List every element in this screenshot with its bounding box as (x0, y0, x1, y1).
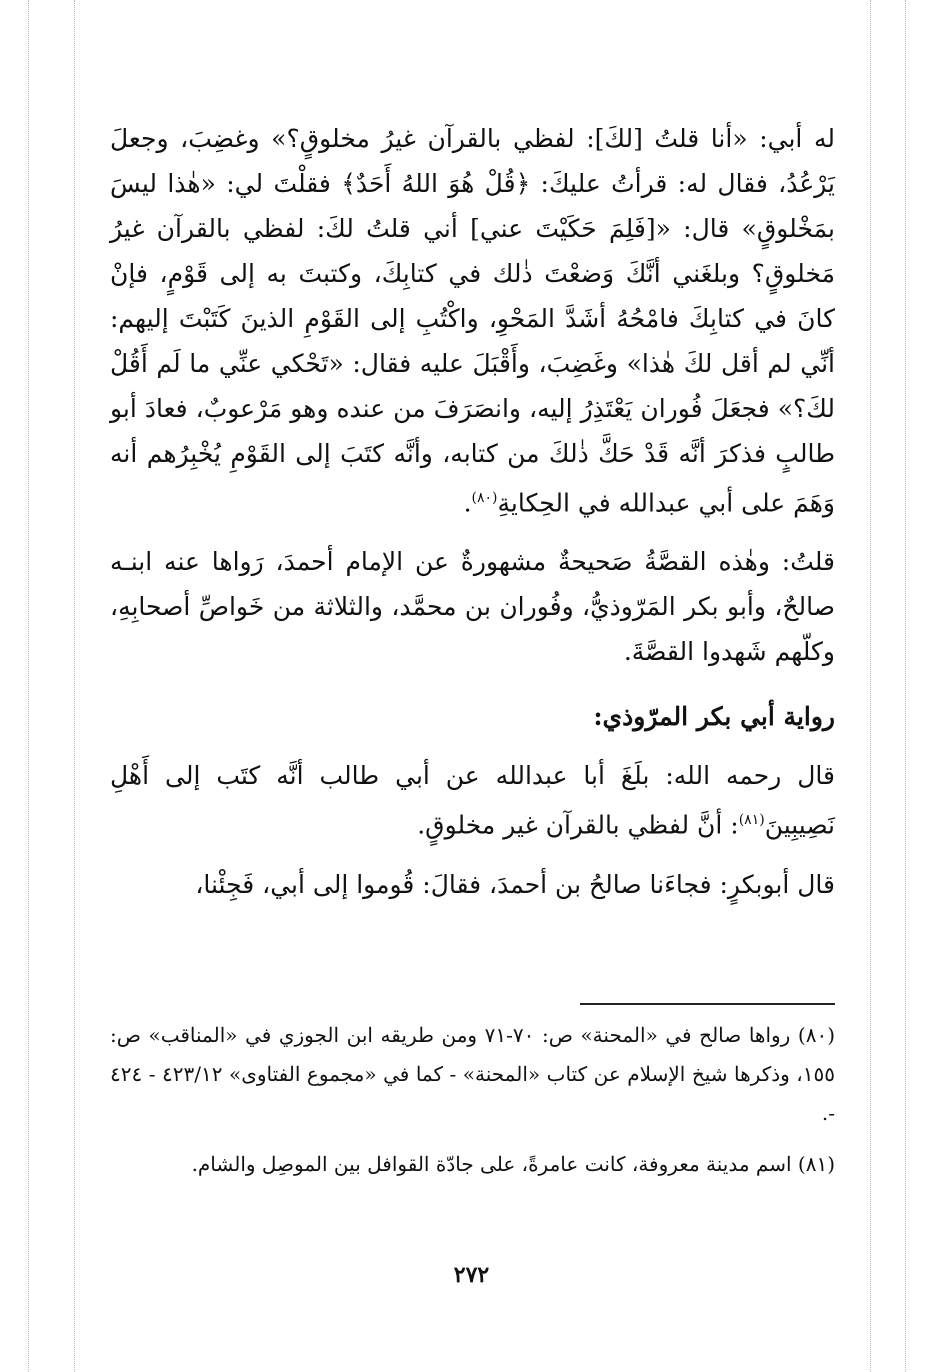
footnote: (٨٠) رواها صالح في «المحنة» ص: ٧٠-٧١ ومن طريقه ابن الجوزي في «المناقب» ص: ١٥٥، وذكرها شيخ الإسلام عن كتاب «المحنة» - كما في «مجموع الفتاوى» ٤٢٣/١٢ - ٤٢٤ -. (110, 1023, 835, 1125)
margin-guide-right (905, 0, 906, 1372)
margin-guide-left-inner (74, 0, 75, 1372)
body-paragraph (110, 753, 835, 847)
margin-guide-right-inner (870, 0, 871, 1372)
footnote-separator (580, 1003, 835, 1005)
footnotes (110, 1016, 835, 1184)
body-paragraph: قال أبوبكرٍ: فجاءَنا صالحُ بن أحمدَ، فقالَ: قُوموا إلى أبي، فَجِئْنا، (195, 869, 835, 899)
section-heading: رواية أبي بكر المرّوذي: (593, 702, 835, 732)
footnote-reference: (٨١) (738, 812, 765, 829)
paragraph-text: قال رحمه الله: بلَغَ أبا عبدالله عن أبي طالب أنَّه كتَب إلى أَهْلِ نَصِيبِينَ (110, 761, 835, 840)
main-text (110, 116, 835, 907)
paragraph-text: له أبي: «أنا قلتُ [لكَ]: لفظي بالقرآن غيرُ مخلوقٍ؟» وغضِبَ، وجعلَ يَرْعُدُ، فقال له: قرأتُ عليكَ: ﴿قُلْ هُوَ اللهُ أَحَدٌ﴾ فقلْتَ لي: «هٰذا ليسَ بمَخْلوقٍ» قال: «[فَلِمَ حَكَيْتَ عني] أني قلتُ لكَ: لفظي بالقرآن غيرُ مَخلوقٍ؟ وبلغَني أنَّكَ وَضعْتَ ذٰلك في كتابِكَ، وكتبتَ به إلى قَوْمٍ، فإنْ كانَ في كتابِكَ فامْحُهُ أشَدَّ المَحْوِ، واكْتُبِ إلى القَوْمِ الذينَ كَتَبْتَ إليهم: أنِّي لم أقل لكَ هٰذا» وغَضِبَ، وأَقْبَلَ عليه فقال: «تَحْكي عنِّي ما لَم أَقُلْ لكَ؟» فجعَلَ فُوران يَعْتَذِرُ إليه، وانصَرَفَ من عنده وهو مَرْعوبٌ، فعادَ أبو طالبٍ فذكرَ أنَّه قَدْ حَكَّ ذٰلكَ من كتابه، وأنَّه كتَبَ إلى القَوْمِ يُخْبِرُهم أنه وَهَمَ على أبي عبدالله في الحِكايةِ (110, 124, 835, 518)
body-paragraph: قلتُ: وهٰذه القصَّةُ صَحيحةٌ مشهورةٌ عن الإمام أحمدَ، رَواها عنه ابنـه صالحٌ، وأبو بكر المَرّوذيُّ، وفُوران بن محمَّد، والثلاثة من خَواصِّ أصحابِهِ، وكلّهم شَهدوا القصَّةَ. (110, 547, 835, 667)
page-number: ٢٧٢ (453, 1262, 490, 1288)
paragraph-text: : أنَّ لفظي بالقرآن غير مخلوقٍ. (417, 810, 739, 840)
margin-guide-left (28, 0, 29, 1372)
body-paragraph: له أبي: «أنا قلتُ [لكَ]: لفظي بالقرآن غيرُ مخلوقٍ؟» وغضِبَ، وجعلَ يَرْعُدُ، فقال له: قرأتُ عليكَ: ﴿قُلْ هُوَ اللهُ أَحَدٌ﴾ فقلْتَ لي: «هٰذا ليسَ بمَخْلوقٍ» قال: «[فَلِمَ حَكَيْتَ عني] أني قلتُ لكَ: لفظي بالقرآن غيرُ مَخلوقٍ؟ وبلغَني أنَّكَ وَضعْتَ ذٰلك في كتابِكَ، وكتبتَ به إلى قَوْمٍ، فإنْ كانَ في كتابِكَ فامْحُهُ أشَدَّ المَحْوِ، واكْتُبِ إلى القَوْمِ الذينَ كَتَبْتَ إليهم: أنِّي لم أقل لكَ هٰذا» وغَضِبَ، وأَقْبَلَ عليه فقال: «تَحْكي عنِّي ما لَم أَقُلْ لكَ؟» فجعَلَ فُوران يَعْتَذِرُ إليه، وانصَرَفَ من عنده وهو مَرْعوبٌ، فعادَ أبو طالبٍ فذكرَ أنَّه قَدْ حَكَّ ذٰلكَ من كتابه، وأنَّه كتَبَ إلى القَوْمِ يُخْبِرُهم أنه وَهَمَ على أبي عبدالله في الحِكايةِ$^{(٨٠)}$. (110, 124, 835, 518)
footnote-reference: (٨٠) (471, 490, 498, 506)
footnote: (٨١) اسم مدينة معروفة، كانت عامرةً، على جادّة القوافل بين الموصِل والشام. (191, 1152, 835, 1176)
